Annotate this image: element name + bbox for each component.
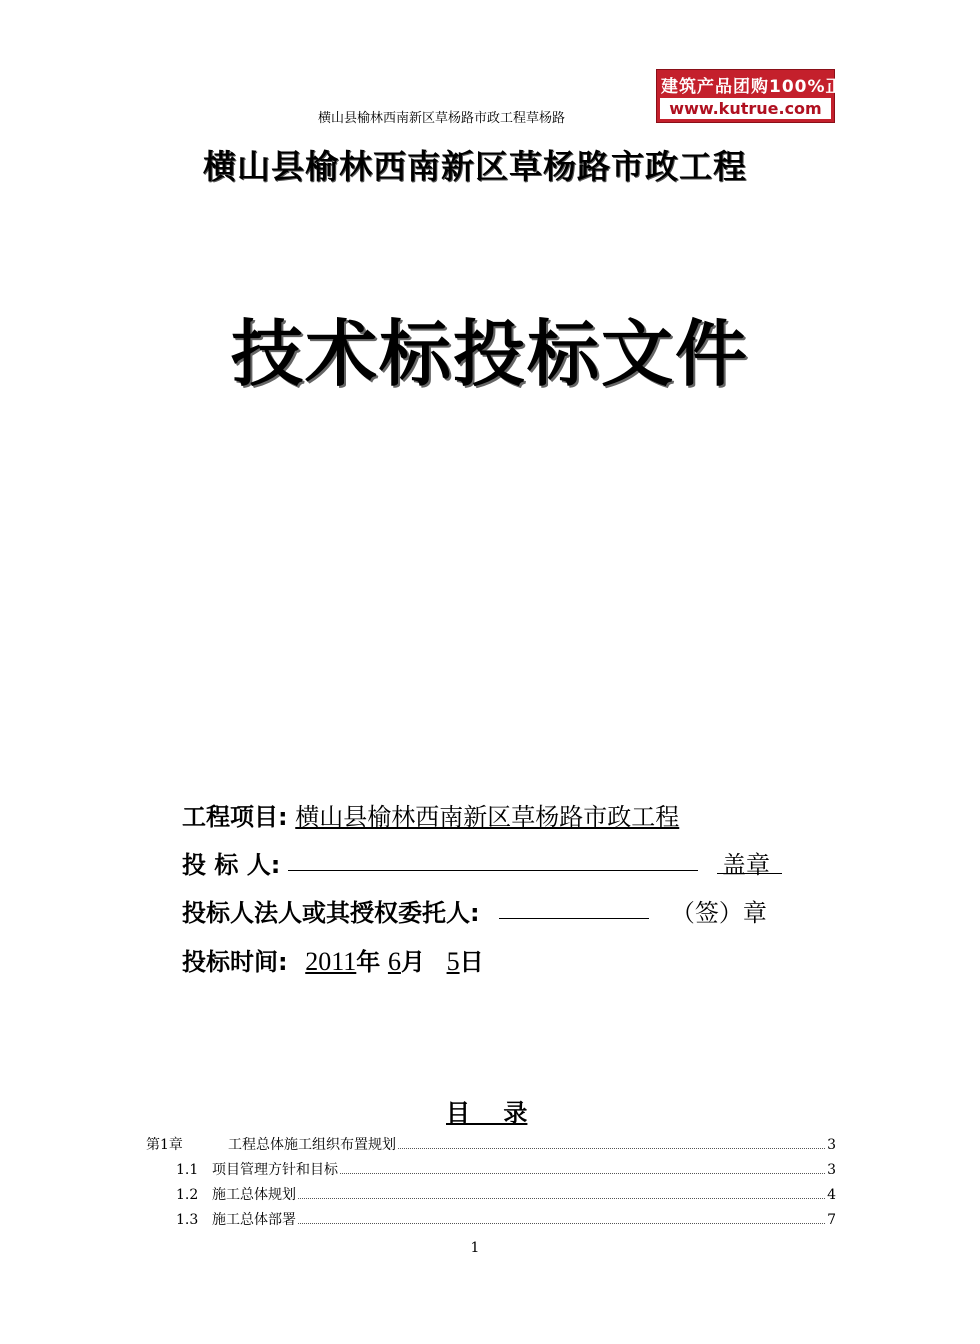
- project-value: 横山县榆林西南新区草杨路市政工程: [295, 803, 680, 831]
- legal-rep-blank: [499, 892, 649, 919]
- toc-item-page: 3: [827, 1162, 836, 1178]
- bidder-label: 投 标 人:: [182, 851, 281, 879]
- project-label: 工程项目:: [182, 803, 288, 831]
- toc-leader-dots: [340, 1162, 825, 1174]
- bid-year: 2011: [305, 947, 357, 976]
- toc-leader-dots: [398, 1137, 825, 1149]
- month-unit: 月: [400, 948, 425, 976]
- logo-url: www.kutrue.com: [660, 98, 831, 119]
- logo-slogan: 建筑产品团购100%正品: [661, 77, 862, 97]
- project-row: [182, 797, 679, 832]
- bidder-blank: [288, 844, 698, 871]
- toc-item-number: 1.2: [176, 1187, 199, 1203]
- bid-time-row: [182, 942, 484, 977]
- bid-day: 5: [446, 947, 460, 976]
- toc-item-number: 1.1: [176, 1162, 199, 1178]
- bidder-seal: 盖章: [722, 851, 770, 879]
- toc-item-title: 工程总体施工组织布置规划: [228, 1137, 396, 1153]
- day-unit: 日: [459, 948, 484, 976]
- bid-time-label: 投标时间:: [182, 948, 288, 976]
- brand-logo: [656, 69, 862, 123]
- document-title: 技术标投标文件: [230, 312, 749, 396]
- toc-item[interactable]: [146, 1134, 836, 1154]
- bidder-row: [182, 845, 802, 880]
- toc-heading: 目 录: [446, 1099, 528, 1127]
- toc-item-title: 项目管理方针和目标: [212, 1162, 338, 1178]
- toc-item-title: 施工总体规划: [212, 1187, 296, 1203]
- bid-month: 6: [387, 947, 401, 976]
- legal-rep-row: [182, 893, 767, 928]
- project-title: 横山县榆林西南新区草杨路市政工程: [203, 147, 747, 186]
- year-unit: 年: [356, 948, 381, 976]
- toc-item-number: 1.3: [176, 1212, 199, 1228]
- toc-leader-dots: [298, 1212, 825, 1224]
- running-header: 横山县榆林西南新区草杨路市政工程草杨路: [318, 111, 566, 126]
- page-number: 1: [470, 1240, 480, 1256]
- toc-item[interactable]: [176, 1209, 836, 1229]
- toc-item[interactable]: [176, 1184, 836, 1204]
- toc-item-title: 施工总体部署: [212, 1212, 296, 1228]
- legal-rep-seal: （签）章: [670, 899, 767, 927]
- toc-item-page: 7: [827, 1212, 836, 1228]
- toc-leader-dots: [298, 1187, 825, 1199]
- toc-item-page: 4: [827, 1187, 836, 1203]
- toc-item-number: 第1章: [146, 1137, 183, 1153]
- legal-rep-label: 投标人法人或其授权委托人:: [182, 899, 480, 927]
- toc-item[interactable]: [176, 1159, 836, 1179]
- toc-item-page: 3: [827, 1137, 836, 1153]
- bidder-seal-underline: [717, 873, 782, 874]
